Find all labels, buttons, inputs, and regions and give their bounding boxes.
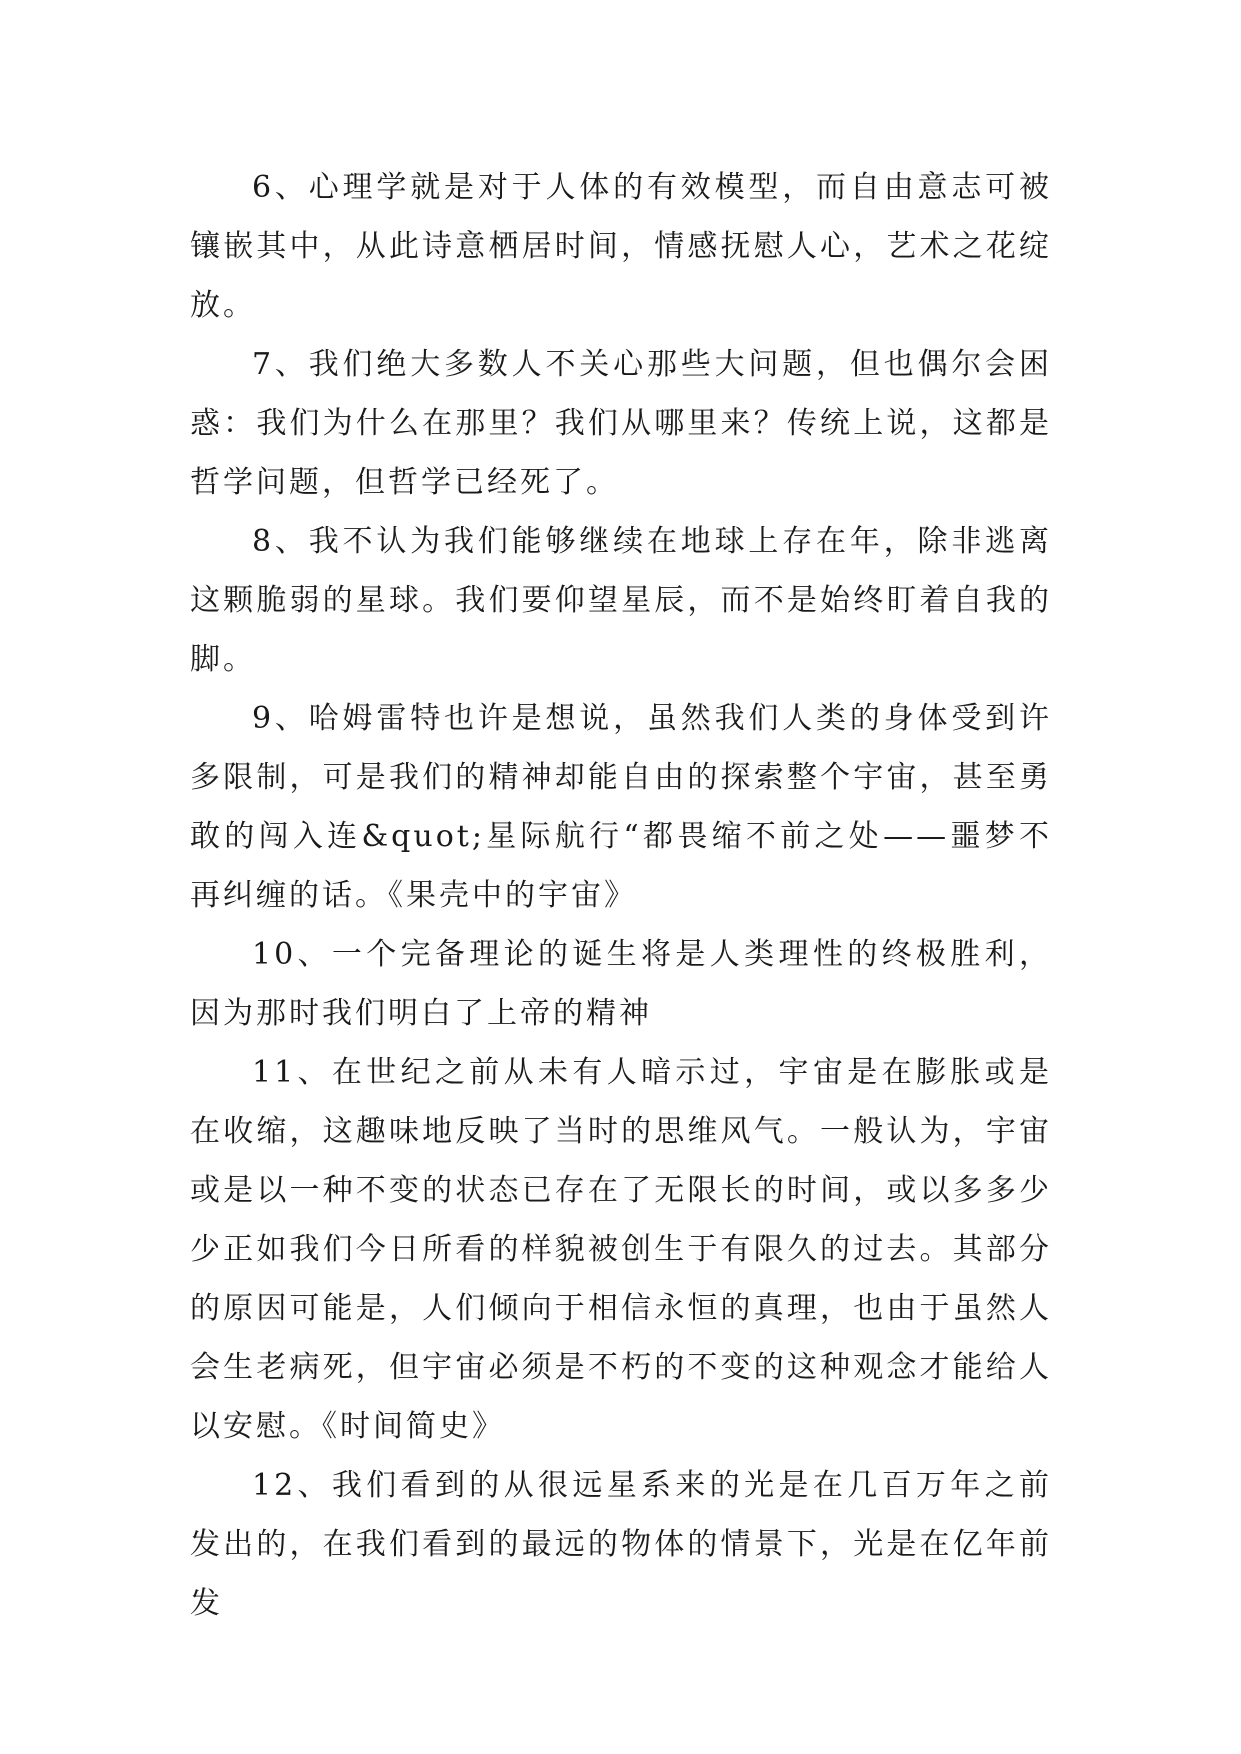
paragraph-9: 9、哈姆雷特也许是想说，虽然我们人类的身体受到许多限制，可是我们的精神却能自由的探索整个宇宙，甚至勇敢的闯入连&quot;星际航行“都畏缩不前之处——噩梦不再纠缠的话。《果壳中的宇宙》 [190, 701, 1052, 913]
paragraph-8: 8、我不认为我们能够继续在地球上存在年，除非逃离这颗脆弱的星球。我们要仰望星辰，而不是始终盯着自我的脚。 [190, 524, 1052, 677]
paragraph-10: 10、一个完备理论的诞生将是人类理性的终极胜利，因为那时我们明白了上帝的精神 [190, 937, 1052, 1031]
document-body [190, 158, 1052, 1633]
paragraph-12: 12、我们看到的从很远星系来的光是在几百万年之前发出的，在我们看到的最远的物体的情景下，光是在亿年前发 [190, 1468, 1052, 1621]
paragraph-6: 6、心理学就是对于人体的有效模型，而自由意志可被镶嵌其中，从此诗意栖居时间，情感抚慰人心，艺术之花绽放。 [190, 170, 1052, 323]
paragraph-7: 7、我们绝大多数人不关心那些大问题，但也偶尔会困惑：我们为什么在那里？我们从哪里来？传统上说，这都是哲学问题，但哲学已经死了。 [190, 347, 1052, 500]
paragraph-11: 11、在世纪之前从未有人暗示过，宇宙是在膨胀或是在收缩，这趣味地反映了当时的思维风气。一般认为，宇宙或是以一种不变的状态已存在了无限长的时间，或以多多少少正如我们今日所看的样貌被创生于有限久的过去。其部分的原因可能是，人们倾向于相信永恒的真理，也由于虽然人会生老病死，但宇宙必须是不朽的不变的这种观念才能给人以安慰。《时间简史》 [190, 1055, 1052, 1444]
